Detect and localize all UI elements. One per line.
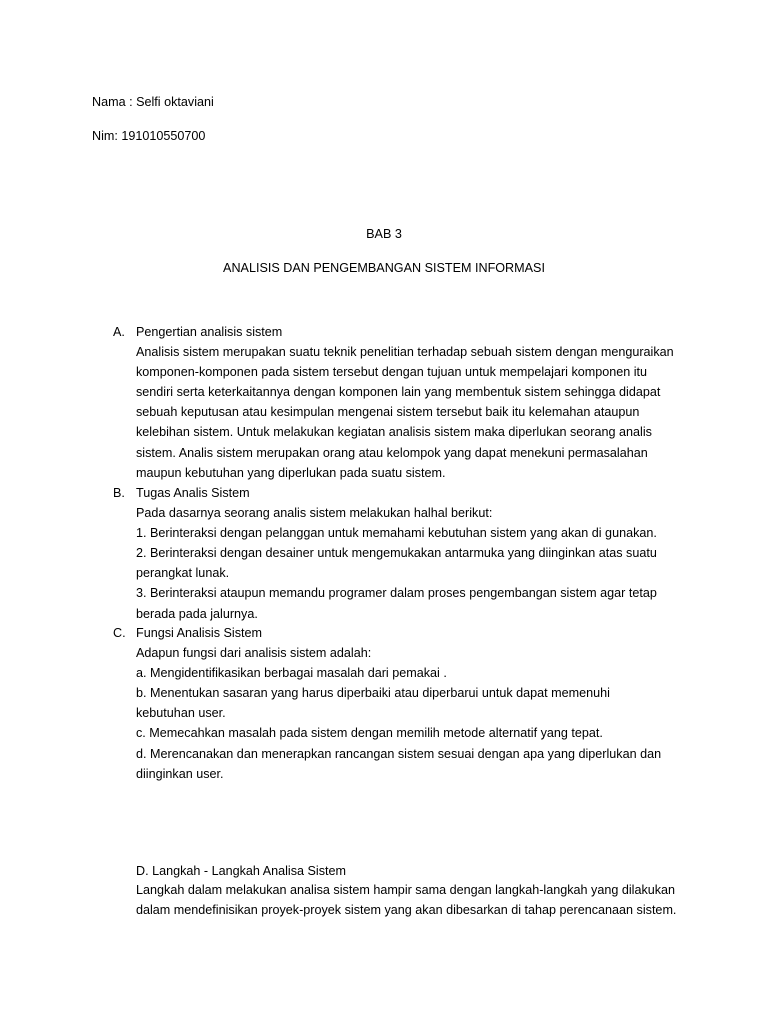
- section-b-title: Tugas Analis Sistem: [136, 486, 250, 500]
- section-d-line: Langkah dalam melakukan analisa sistem hampir sama dengan langkah-langkah yang dilakukan: [136, 883, 676, 897]
- section-a-line: Analisis sistem merupakan suatu teknik penelitian terhadap sebuah sistem dengan menguraikan: [136, 345, 674, 360]
- section-c-line: a. Mengidentifikasikan berbagai masalah dari pemakai .: [136, 666, 447, 681]
- section-c-line: Adapun fungsi dari analisis sistem adalah:: [136, 646, 372, 661]
- section-c-line: kebutuhan user.: [136, 706, 226, 721]
- student-name: Nama : Selfi oktaviani: [92, 95, 214, 109]
- section-a-line: komponen-komponen pada sistem tersebut dengan tujuan untuk mempelajari komponen itu: [136, 365, 648, 380]
- section-a-line: kelebihan sistem. Untuk melakukan kegiatan analisis sistem maka diperlukan seorang analis: [136, 425, 652, 440]
- section-a-line: sistem. Analis sistem merupakan orang atau kelompok yang dapat menekuni permasalahan: [136, 445, 648, 460]
- section-a-line: maupun kebutuhan yang diperlukan pada suatu sistem.: [136, 465, 446, 480]
- document-heading: ANALISIS DAN PENGEMBANGAN SISTEM INFORMASI: [223, 261, 545, 275]
- section-c-line: diinginkan user.: [136, 766, 224, 781]
- section-a-marker: A.: [113, 325, 125, 339]
- section-b-line: perangkat lunak.: [136, 566, 230, 581]
- section-c-line: d. Merencanakan dan menerapkan rancangan sistem sesuai dengan apa yang diperlukan dan: [136, 746, 662, 761]
- section-d-line: dalam mendefinisikan proyek-proyek sistem yang akan dibesarkan di tahap perencanaan sistem.: [136, 903, 677, 918]
- chapter-label: BAB 3: [366, 227, 402, 241]
- section-a-title: Pengertian analisis sistem: [136, 325, 283, 339]
- section-b-line: berada pada jalurnya.: [136, 606, 258, 621]
- section-a-line: sendiri serta keterkaitannya dengan komponen lain yang membentuk sistem sehingga didapat: [136, 385, 661, 400]
- section-b-marker: B.: [113, 486, 125, 500]
- section-c-line: b. Menentukan sasaran yang harus diperbaiki atau diperbarui untuk dapat memenuhi: [136, 686, 610, 701]
- section-d-title: D. Langkah - Langkah Analisa Sistem: [136, 864, 347, 878]
- student-id: Nim: 191010550700: [92, 129, 206, 143]
- section-c-line: c. Memecahkan masalah pada sistem dengan memilih metode alternatif yang tepat.: [136, 726, 603, 741]
- section-a-line: sebuah keputusan atau kesimpulan mengenai sistem tersebut baik itu kelemahan ataupun: [136, 405, 640, 420]
- section-c-marker: C.: [113, 626, 126, 640]
- section-c-title: Fungsi Analisis Sistem: [136, 626, 262, 640]
- section-b-line: 2. Berinteraksi dengan desainer untuk mengemukakan antarmuka yang diinginkan atas suatu: [136, 546, 657, 561]
- section-b-line: Pada dasarnya seorang analis sistem melakukan halhal berikut:: [136, 506, 493, 521]
- section-b-line: 1. Berinteraksi dengan pelanggan untuk memahami kebutuhan sistem yang akan di gunakan.: [136, 526, 657, 541]
- section-b-line: 3. Berinteraksi ataupun memandu programer dalam proses pengembangan sistem agar tetap: [136, 586, 657, 601]
